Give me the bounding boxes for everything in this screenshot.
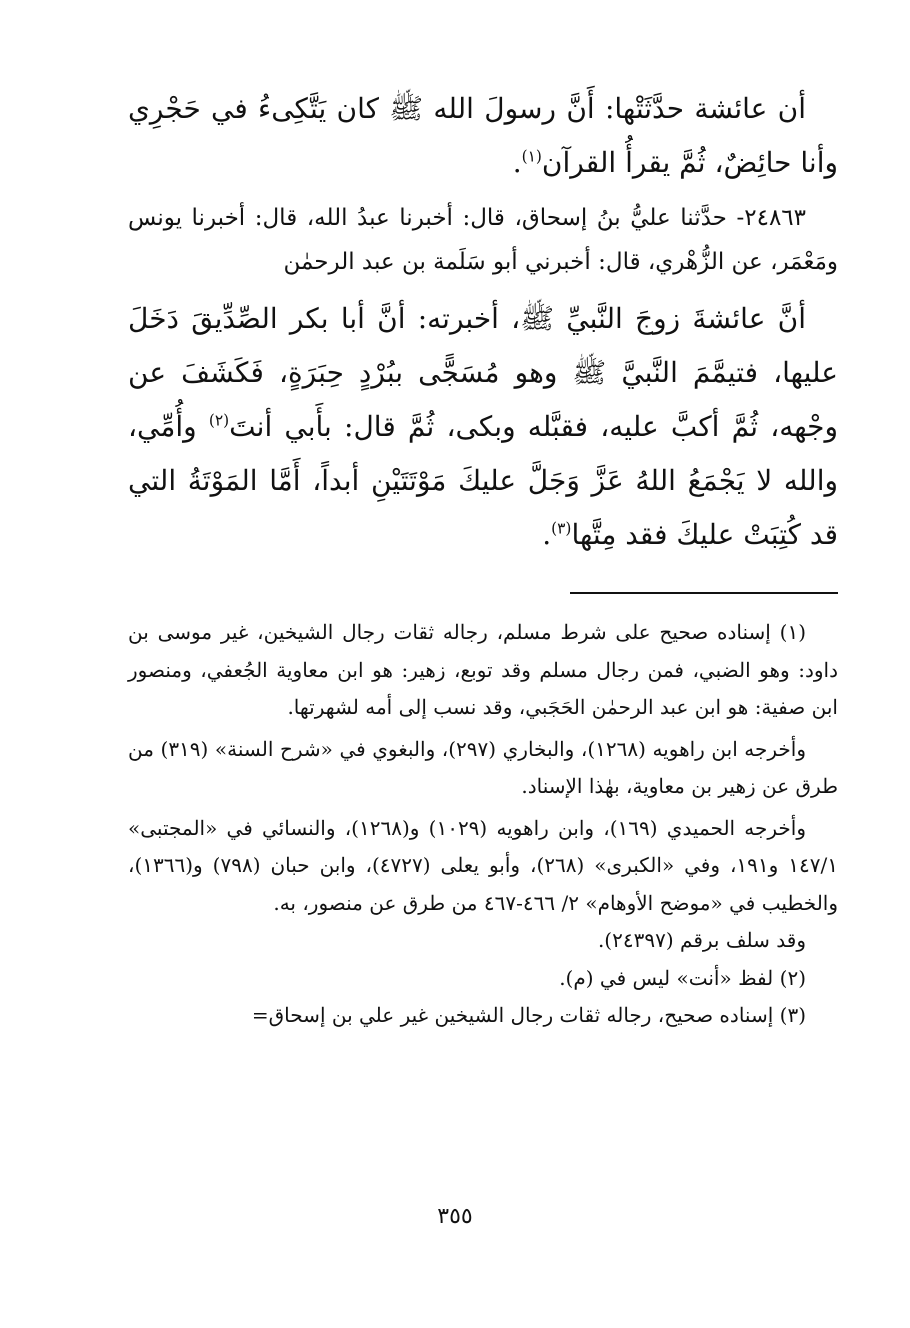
matn-part-2: وأُمِّي، والله لا يَجْمَعُ اللهُ عَزَّ وَجَلَّ عليكَ مَوْتَتَيْنِ أبداً، أَمَّا المَوْتَةُ التي قد كُتِبَتْ عليكَ فقد مِتَّها — [128, 410, 838, 551]
footnote-ref-2: (٢) — [208, 411, 230, 430]
footnote-1-paragraph-4: وقد سلف برقم (٢٤٣٩٧). — [597, 928, 806, 952]
hadith-number: ٢٤٨٦٣- — [736, 205, 807, 231]
matn-part-1: أنَّ عائشةَ زوجَ النَّبيِّ ﷺ، أخبرته: أنَّ أبا بكر الصِّدِّيقَ دَخَلَ عليها، فتيمَّمَ النَّبيَّ ﷺ وهو مُسَجًّى ببُرْدٍ حِبَرَةٍ، فَكَشَفَ عن وجْهه، ثُمَّ أكبَّ عليه، فقبَّله وبكى، ثُمَّ قال: بأَبي أنتَ — [128, 302, 839, 443]
footnote-divider — [570, 592, 838, 594]
hadith-1-text — [128, 82, 838, 190]
footnote-1-paragraph-3: وأخرجه الحميدي (١٦٩)، وابن راهويه (١٠٢٩) و(١٢٦٨)، والنسائي في «المجتبى» ١٤٧/١ و١٩١، وفي «الكبرى» (٢٦٨)، وأبو يعلى (٤٧٢٧)، وابن حبان (٧٩٨) و(١٣٦٦)، والخطيب في «موضح الأوهام» ٢/ ٤٦٦-٤٦٧ من طرق عن منصور، به. — [128, 815, 838, 915]
hadith-1-end: . — [512, 146, 522, 179]
page-number: ٣٥٥ — [437, 1204, 473, 1229]
hadith-2-isnad — [128, 196, 838, 284]
footnote-1-paragraph-1: (١) إسناده صحيح على شرط مسلم، رجاله ثقات رجال الشيخين، غير موسى بن داود: وهو الضبي، فمن رجال مسلم وقد توبع، زهير: هو ابن معاوية الجُعفي، ومنصور ابن صفية: هو ابن عبد الرحمٰن الحَجَبي، وقد نسب إلى أمه لشهرتها. — [128, 620, 838, 719]
footnote-1-paragraph-2: وأخرجه ابن راهويه (١٢٦٨)، والبخاري (٢٩٧)، والبغوي في «شرح السنة» (٣١٩) من طرق عن زهير بن معاوية، بهٰذا الإسناد. — [128, 736, 838, 798]
footnotes — [128, 614, 838, 1035]
hadith-2-matn — [128, 292, 838, 562]
hadith-1-body: أن عائشة حدَّثَتْها: أَنَّ رسولَ الله ﷺ كان يَتَّكِىءُ في حَجْرِي وأنا حائِضٌ، ثُمَّ يقرأُ القرآن — [128, 92, 838, 179]
footnote-ref-1: (١) — [521, 147, 542, 166]
footnote-2: (٢) لفظ «أنت» ليس في (م). — [559, 965, 806, 990]
isnad-text: حدَّثنا عليُّ بنُ إسحاق، قال: أخبرنا عبدُ الله، قال: أخبرنا يونس ومَعْمَر، عن الزُّهْري، قال: أخبرني أبو سَلَمة بن عبد الرحمٰن — [128, 205, 838, 275]
footnote-3: (٣) إسناده صحيح، رجاله ثقات رجال الشيخين غير علي بن إسحاق= — [251, 1003, 806, 1027]
footnote-ref-3: (٣) — [551, 519, 572, 538]
matn-end: . — [542, 518, 552, 551]
page-body — [128, 82, 838, 1262]
